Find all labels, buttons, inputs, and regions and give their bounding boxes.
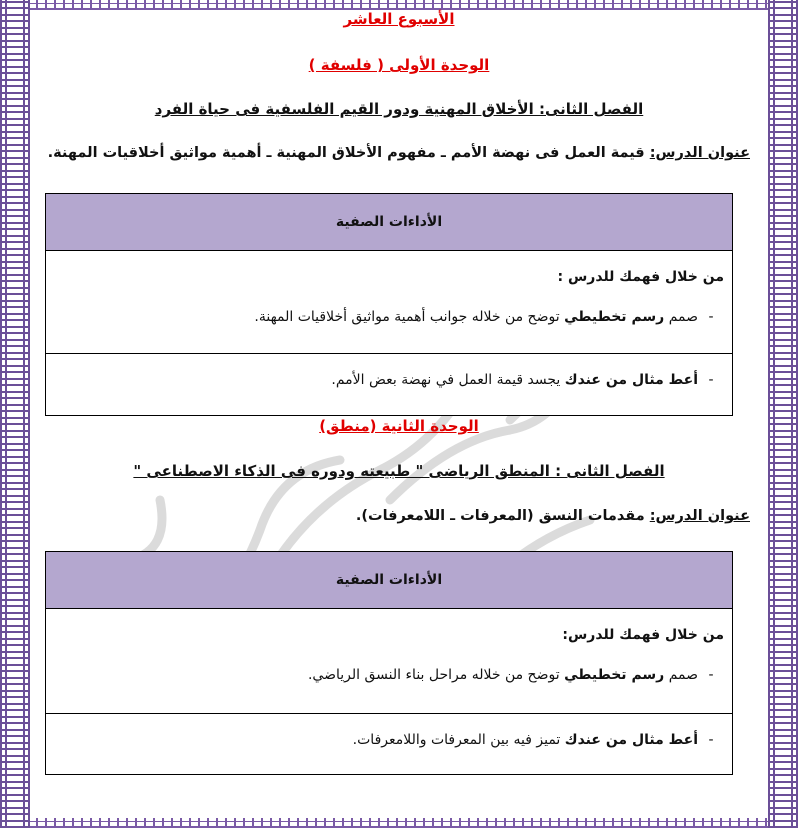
box-header: الأداءات الصفية	[46, 194, 732, 251]
box-header: الأداءات الصفية	[46, 552, 732, 609]
box-section-design	[46, 609, 732, 714]
box-item-example: -أعط مثال من عندك يجسد قيمة العمل في نهضة بعض الأمم.	[331, 372, 714, 388]
box-section-example	[46, 714, 732, 774]
unit2-activities-box	[45, 551, 733, 775]
box-intro: من خلال فهمك للدرس:	[562, 627, 724, 643]
lesson-label: عنوان الدرس:	[649, 508, 750, 524]
box-intro: من خلال فهمك للدرس :	[557, 269, 724, 285]
unit2-title: الوحدة الثانية (منطق)	[319, 417, 479, 435]
lesson-text: قيمة العمل فى نهضة الأمم ـ مفهوم الأخلاق المهنية ـ أهمية مواثيق أخلاقيات المهنة.	[47, 145, 650, 161]
page-border-left	[0, 0, 30, 828]
lesson-text: مقدمات النسق (المعرفات ـ اللامعرفات).	[355, 508, 650, 524]
box-item-example: -أعط مثال من عندك تميز فيه بين المعرفات واللامعرفات.	[352, 732, 714, 748]
page-border-right	[768, 0, 798, 828]
box-item-design: -صمم رسم تخطيطي توضح من خلاله جوانب أهمية مواثيق أخلاقيات المهنة.	[254, 309, 714, 325]
unit1-title: الوحدة الأولى ( فلسفة )	[308, 56, 490, 74]
unit1-activities-box	[45, 193, 733, 416]
unit2-lesson-title	[356, 508, 750, 524]
unit1-chapter: الفصل الثانى: الأخلاق المهنية ودور القيم الفلسفية فى حياة الفرد	[154, 100, 644, 118]
document-page	[40, 0, 758, 828]
unit2-chapter: الفصل الثانى : المنطق الرياضى " طبيعته ودوره فى الذكاء الاصطناعى "	[133, 462, 665, 480]
box-section-example	[46, 354, 732, 414]
box-section-design	[46, 251, 732, 354]
week-title: الأسبوع العاشر	[343, 10, 455, 28]
unit1-lesson-title	[48, 145, 750, 161]
lesson-label: عنوان الدرس:	[649, 145, 750, 161]
box-item-design: -صمم رسم تخطيطي توضح من خلاله مراحل بناء النسق الرياضي.	[307, 667, 714, 683]
